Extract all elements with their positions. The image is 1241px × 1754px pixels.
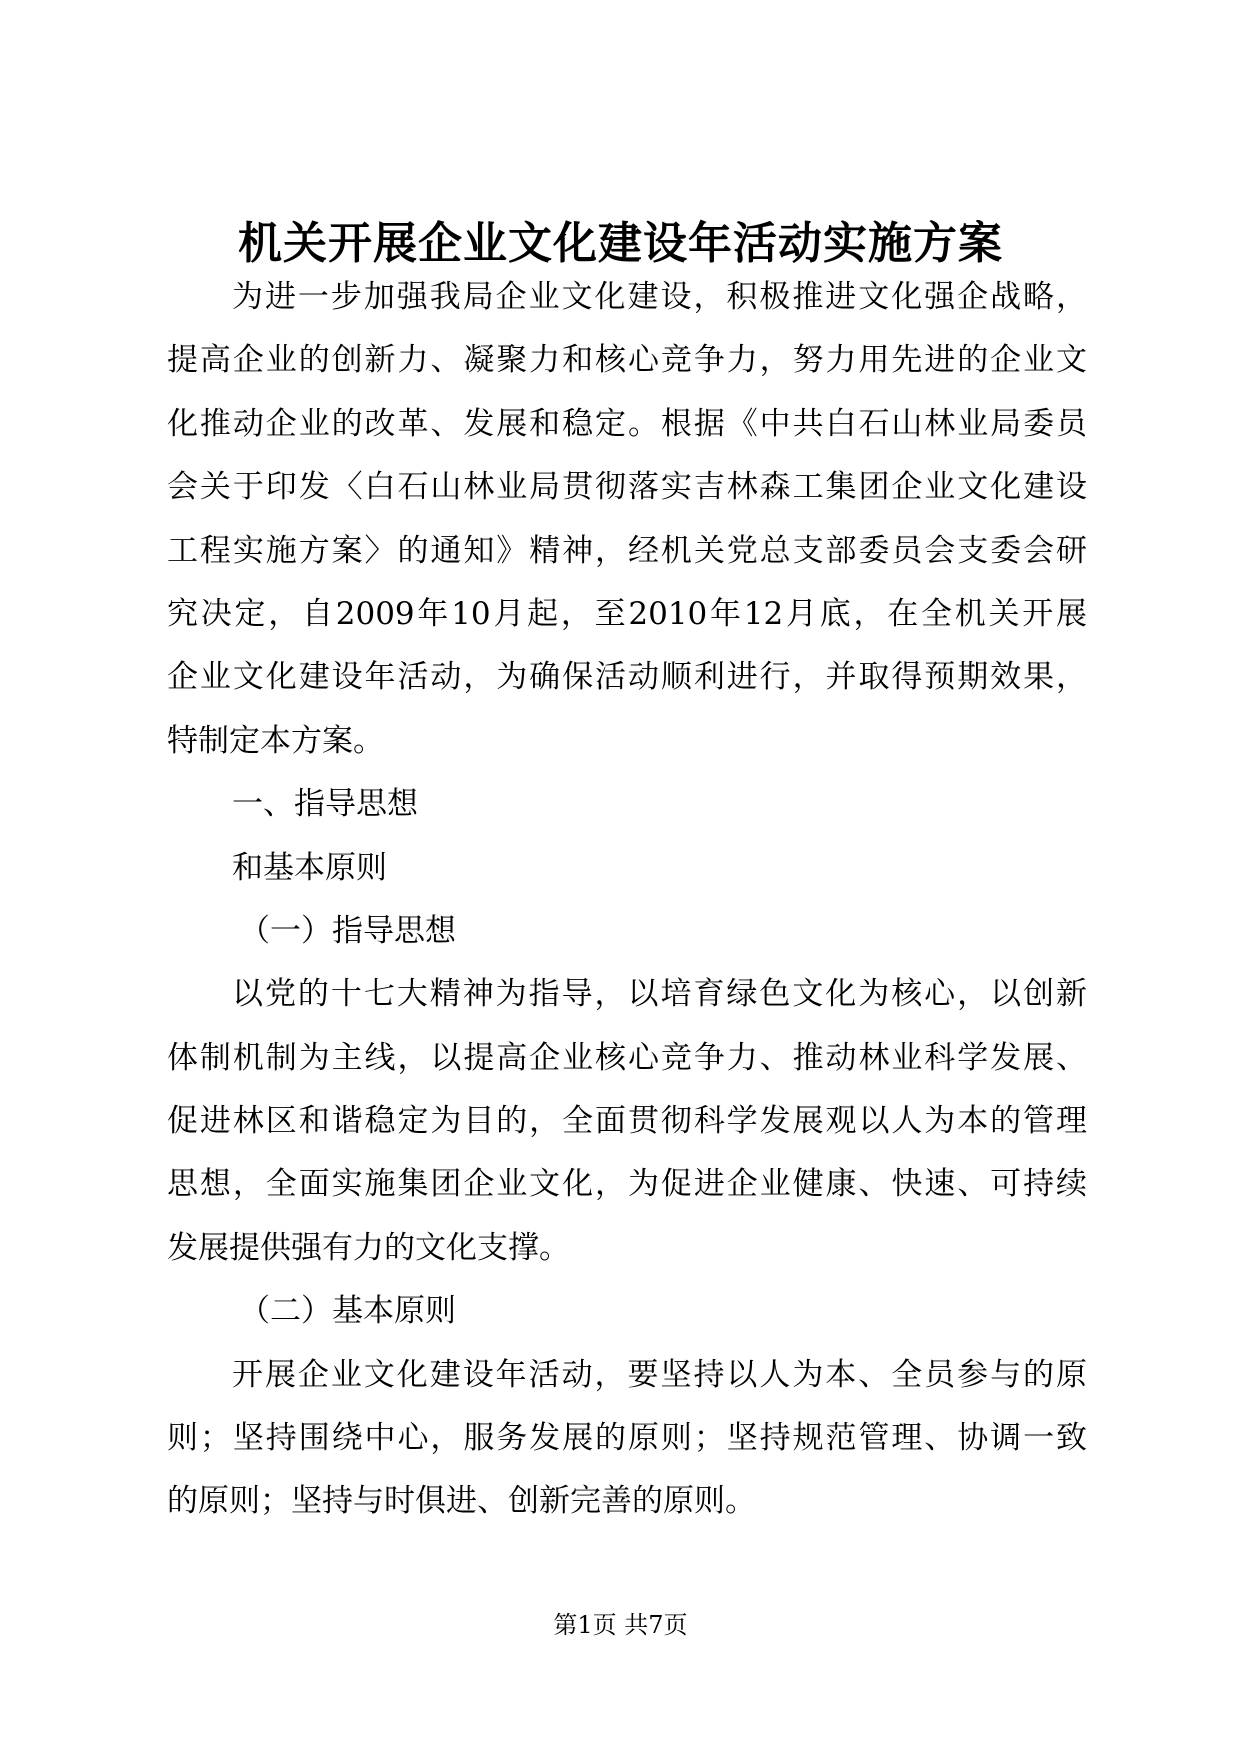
document-body bbox=[167, 266, 1087, 1534]
body-line: 会关于印发〈白石山林业局贯彻落实吉林森工集团企业文化建设 bbox=[167, 469, 1087, 506]
body-line: 究决定，自2009年10月起，至2010年12月底，在全机关开展 bbox=[167, 595, 1087, 632]
body-line: 体制机制为主线，以提高企业核心竞争力、推动林业科学发展、 bbox=[167, 1039, 1087, 1076]
section-heading-continued: 和基本原则 bbox=[232, 849, 387, 886]
body-line: 化推动企业的改革、发展和稳定。根据《中共白石山林业局委员 bbox=[167, 405, 1087, 442]
body-line: 开展企业文化建设年活动，要坚持以人为本、全员参与的原 bbox=[232, 1356, 1087, 1393]
body-line: 企业文化建设年活动，为确保活动顺利进行，并取得预期效果， bbox=[167, 659, 1087, 696]
document-title: 机关开展企业文化建设年活动实施方案 bbox=[238, 218, 1003, 269]
body-line: 的原则；坚持与时俱进、创新完善的原则。 bbox=[167, 1483, 756, 1520]
body-line: 提高企业的创新力、凝聚力和核心竞争力，努力用先进的企业文 bbox=[167, 342, 1087, 379]
body-line: 特制定本方案。 bbox=[167, 722, 384, 759]
body-line: 则；坚持围绕中心，服务发展的原则；坚持规范管理、协调一致 bbox=[167, 1420, 1087, 1457]
body-line: 以党的十七大精神为指导，以培育绿色文化为核心，以创新 bbox=[232, 976, 1087, 1013]
body-line: 为进一步加强我局企业文化建设，积极推进文化强企战略， bbox=[232, 279, 1087, 315]
subsection-heading: （一）指导思想 bbox=[239, 912, 456, 949]
subsection-heading: （二）基本原则 bbox=[239, 1293, 456, 1330]
body-line: 思想，全面实施集团企业文化，为促进企业健康、快速、可持续 bbox=[167, 1166, 1087, 1203]
page-number-footer: 第1页 共7页 bbox=[553, 1611, 688, 1639]
body-line: 发展提供强有力的文化支撑。 bbox=[167, 1229, 570, 1266]
body-line: 工程实施方案〉的通知》精神，经机关党总支部委员会支委会研 bbox=[167, 532, 1087, 569]
section-heading: 一、指导思想 bbox=[232, 786, 418, 823]
body-line: 促进林区和谐稳定为目的，全面贯彻科学发展观以人为本的管理 bbox=[167, 1103, 1087, 1140]
